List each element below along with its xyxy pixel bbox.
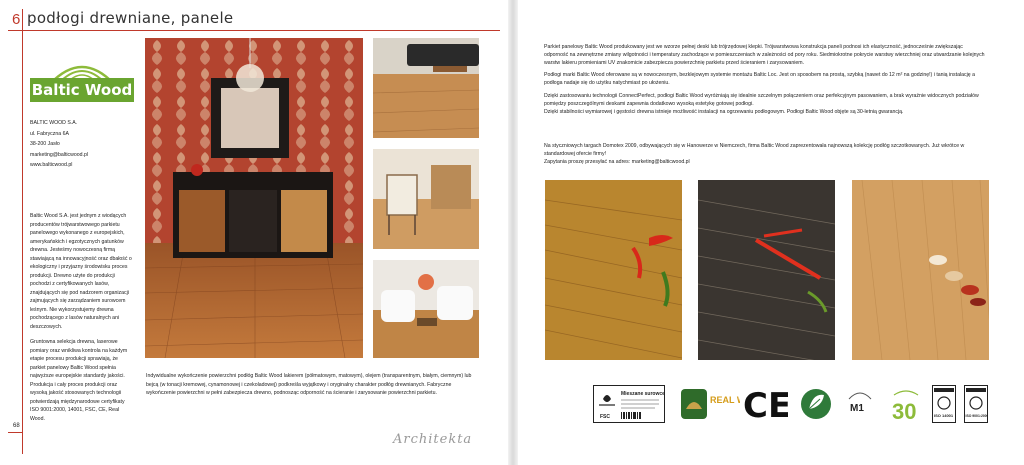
contact-text: Zapytania proszę przesyłać na adres: marketing@balticwood.pl: [544, 158, 690, 165]
baltic-wood-logo: [30, 56, 134, 104]
iso-9001-label: ISO 9001:2000: [965, 414, 988, 418]
page-number-rule: [8, 432, 22, 433]
interior-photo-dining: [373, 149, 479, 249]
quality-paragraph: Gruntowna selekcja drewna, laserowe pomiary oraz wnikliwa kontrola na każdym etapie procesu produkcji sprawiają, że parkiet panelowy Baltic Wood spełnia najwyższe europejskie standardy jakości. Produkcja i cały proces produkcji oraz wysoką jakość stosowanych technologii potwierdzają międzynarodowe certyfikaty ISO 9001:2000, 14001, FSC, CE, Real Wood.: [30, 339, 128, 422]
interior-photo-sofa: [373, 38, 479, 138]
page-number: 68: [13, 423, 20, 429]
company-address: [30, 118, 130, 171]
address-line: ul. Fabryczna 6A: [30, 130, 69, 137]
fsc-title: Mieszane surowce: [621, 391, 665, 397]
warranty-30-badge: [890, 385, 922, 423]
warranty-text: Dzięki stabilności wymiarowej i gęstości drewna istnieje możliwość instalacji na ogrzewaniu podłogowym. Podłogi Baltic Wood objęte są 30-letnią gwarancją.: [544, 108, 904, 115]
right-paragraph-domotex: [544, 143, 986, 166]
iso-9001-certificate: [964, 385, 988, 423]
address-line: 38-200 Jasło: [30, 141, 60, 147]
address-website: www.balticwood.pl: [30, 162, 73, 168]
fsc-certificate: [593, 385, 665, 423]
fsc-label: FSC: [600, 414, 610, 420]
ce-label: CE: [743, 386, 788, 423]
interior-photo-lounge: [373, 260, 479, 358]
wood-sample-natural: [545, 180, 682, 360]
logo-wordmark: Baltic Wood: [30, 78, 134, 102]
real-wood-label: REAL: [710, 395, 735, 405]
section-number: 6: [12, 11, 21, 28]
right-paragraph-installation: Podłogi marki Baltic Wood oferowane są w nowoczesnym, bezklejowym systemie montażu Baltic Loc. Jest on sposobem na prostą, szybką (nawet do 12 m² na godzinę!) i tanią instalację a podłoga nadaje się do użytku natychmiast po ułożeniu.: [544, 72, 975, 86]
wood-sample-light: [852, 180, 989, 360]
interior-photo-main: [145, 38, 363, 358]
right-paragraph-technology: [544, 93, 986, 116]
m1-emission-certificate: [846, 385, 874, 423]
iso-14001-certificate: [932, 385, 956, 423]
m1-label: M1: [850, 403, 864, 414]
intro-paragraph: Baltic Wood S.A. jest jednym z wiodących producentów trójwarstwowego parkietu panelowego wykonanego z europejskich, amerykańskich i egzotycznych gatunków drewna. Jesteśmy nowoczesną firmą stawiającą na innowacyjność oraz dbałość o ekologiczny i przyjazny środowisku proces produkcji. Drewno użyte do produkcji pochodzi z certyfikowanych lasów, znajdujących się pod nadzorem organizacji zajmujących się zarządzaniem surowcem leśnym. Nie wykorzystujemy drewna pochodzącego z lasów naturalnych ani deszczowych.: [30, 213, 132, 330]
iso-14001-label: ISO 14001: [934, 413, 954, 418]
photo-caption: Indywidualne wykończenie powierzchni podłóg Baltic Wood lakierem (półmatowym, matowym), olejem (transparentnym, białym, ciemnym) lub bejcą (w tonacji kremowej, cynamonowej i czekoladowej) podkreśla wyjątkowy i oryginalny charakter podłóg drewnianych. Fabryczne wykończenie powierzchni w pełni zabezpiecza drewno, podnosząc odporność na ścieranie i zarysowanie powierzchni parkietu.: [146, 373, 472, 396]
wood-sample-dark: [698, 180, 835, 360]
left-margin-rule: [22, 30, 23, 454]
title-rule: [8, 30, 500, 31]
technology-text: Dzięki zastosowaniu technologii ConnectPerfect, podłogi Baltic Wood wyróżniają się idealnie szczelnym połączeniem oraz perfekcyjnym pasowaniem, a brak wyraźnie widocznych podziałów pomiędzy poszczególnymi deskami zapewnia dodatkowo wysoką estetykę gotowej podłogi.: [544, 93, 979, 107]
address-line: BALTIC WOOD S.A.: [30, 120, 78, 126]
warranty-label: 30: [892, 399, 917, 423]
domotex-text: Na styczniowych targach Domotex 2009, odbywających się w Hanowerze w Niemczech, firma Baltic Wood zaprezentowała najnowszą kolekcję podłóg szczotkowanych. Już wkrótce w standardowej ofercie firmy!: [544, 143, 965, 157]
eco-leaf-certificate: [800, 385, 832, 423]
address-email: marketing@balticwood.pl: [30, 151, 89, 158]
section-title: podłogi drewniane, panele: [27, 9, 234, 27]
ce-mark: [743, 385, 788, 423]
right-paragraph-construction: Parkiet panelowy Baltic Wood produkowany jest we wzorze pełnej deski lub trójrzędowej klepki. Trójwarstwowa konstrukcja paneli podnosi ich elastyczność, jednocześnie zwiększając odporność na zewnętrzne zmiany wilgotności i temperatury zachodzące w pomieszczeniach w zależności od pory roku. Siedmiokrotne pokrycie warstwy wierzchniej oraz utwardzanie kolejnych warstw lakieru promieniami UV znakomicie zabezpiecza powierzchnię parkietu przed ścieraniem i zarysowaniem.: [544, 44, 985, 66]
section-number-divider: [22, 9, 23, 31]
real-wood-certificate: [680, 385, 740, 423]
publisher-watermark: Architekta: [393, 432, 473, 447]
page-gutter: [508, 0, 518, 465]
